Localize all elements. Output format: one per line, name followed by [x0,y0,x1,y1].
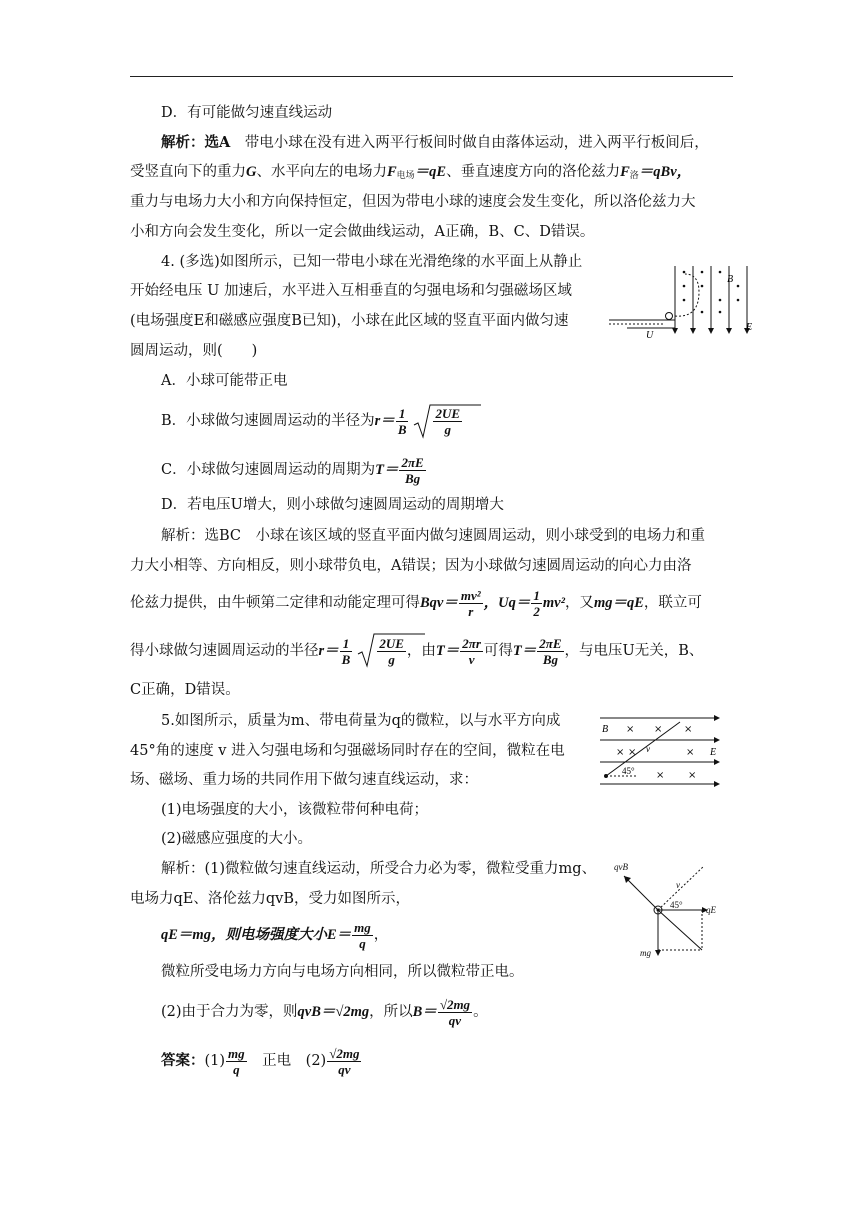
label-angle: 45° [670,900,683,910]
label-v: v [646,744,650,754]
ball [666,313,673,320]
force-qvB [624,876,658,910]
header-rule [130,76,733,77]
particle-center [657,909,660,912]
solution-q4-line2: 力大小相等、方向相反，则小球带负电，A错误；因为小球做匀速圆周运动的向心力由洛 [130,558,692,574]
arrow-head [714,781,720,787]
solution-q3-line2: 受竖直向下的重力G、水平向左的电场力$F_{电场}=qE$、垂直速度方向的洛伦兹力$F_洛=qBv$， [130,164,692,181]
question5-line2: 45°角的速度 v 进入匀强电场和匀强磁场同时存在的空间，微粒在电 [130,743,565,759]
label-U: U [646,330,654,341]
solution-q5-line3: qE＝mg，则电场强度大小E＝ $\frac{mg}{q}$ ， [161,919,389,951]
question4-line4: 圆周运动，则( ) [130,343,258,359]
label-E: E [710,747,717,758]
figure-force-diagram [614,858,726,958]
question5-line3: 场、磁场、重力场的共同作用下做匀速直线运动，求： [130,772,478,788]
option-c-q4: C．小球做匀速圆周运动的周期为T＝ $\frac{2\pi E}{Bg}$ [161,454,424,486]
solution-q5-line5: (2)由于合力为零，则qvB＝√2mg，所以B＝ $\frac{√2mg}{qv}$ 。 [161,996,488,1028]
svg-text:×: × [688,770,697,781]
option-a-q4: A．小球可能带正电 [161,373,288,389]
svg-text:×: × [656,770,665,781]
field-dot [683,299,686,302]
arrow-head [714,759,720,765]
arrow-head [655,950,661,956]
field-dot [701,311,704,314]
label-v: v [676,880,680,890]
label-E: E [746,322,753,333]
figure-q4 [605,262,755,342]
arrow-head [714,737,720,743]
solution-q3-line3: 重力与电场力大小和方向保持恒定，但因为带电小球的速度会发生变化，所以洛伦兹力大 [130,194,696,210]
arrow-head [672,328,678,334]
field-dot [701,271,704,274]
question5-part2: (2)磁感应强度的大小。 [161,831,313,847]
arrow-head [726,328,732,334]
field-dot [683,285,686,288]
diagonal [658,910,702,950]
question4-line3: (电场强度E和磁感应强度B已知)，小球在此区域的竖直平面内做匀速 [130,313,569,329]
field-dot [737,285,740,288]
label-B: B [602,724,609,735]
question5-line1: 5.如图所示，质量为m、带电荷量为q的微粒，以与水平方向成 [161,713,561,729]
option-b-q4: B．小球做匀速圆周运动的半径为r＝ $\frac{1}{B}$ $\frac{2UE}{g}$ [161,403,463,439]
label-qvB: qvB [614,862,628,872]
question5-part1: (1)电场强度的大小，该微粒带何种电荷； [161,802,429,818]
figure-q5 [598,710,722,792]
solution-q4-line1: 解析：选BC 小球在该区域的竖直平面内做匀速圆周运动，则小球受到的电场力和重 [161,528,706,544]
svg-text:×: × [616,747,625,758]
option-d-q4: D．若电压U增大，则小球做匀速圆周运动的周期增大 [161,497,504,513]
field-dot [701,285,704,288]
svg-text:×: × [628,747,637,758]
label-B: B [727,274,734,285]
arrow-head [714,715,720,721]
field-dot [719,299,722,302]
solution-q5-line2: 电场力qE、洛伦兹力qvB，受力如图所示， [130,891,410,907]
svg-text:×: × [626,724,635,735]
field-dot [719,311,722,314]
svg-text:×: × [686,747,695,758]
svg-text:×: × [684,724,693,735]
solution-q4-line3: 伦兹力提供，由牛顿第二定律和动能定理可得Bqv＝ $\frac{\text{mv²}}{r}$ ，Uq＝ $\frac{1}{2}$ mv²，又mg＝qE，联立可 [130,587,702,619]
solution-q5-line1: 解析：(1)微粒做匀速直线运动，所受合力必为零，微粒受重力mg、 [161,861,597,877]
label-qE: qE [706,905,716,915]
question4-line2: 开始经电压 U 加速后，水平进入互相垂直的匀强电场和匀强磁场区域 [130,283,572,299]
answer-line: 答案：(1) $\frac{mg}{q}$ 正电 (2) $\frac{√2mg}{qv}$ [161,1045,360,1077]
particle [604,774,608,778]
solution-q3-line4: 小和方向会发生变化，所以一定会做曲线运动，A正确，B、C、D错误。 [130,224,595,240]
solution-q3-line1: 解析：选A 带电小球在没有进入两平行板间时做自由落体运动，进入两平行板间后， [161,134,709,151]
option-d-q3: D．有可能做匀速直线运动 [161,105,333,121]
arrow-head [690,328,696,334]
solution-q4-line5: C正确，D错误。 [130,682,240,698]
arrow-head [708,328,714,334]
field-dot [737,299,740,302]
svg-text:×: × [654,724,663,735]
label-angle: 45° [622,766,635,776]
question4-line1: 4. (多选)如图所示，已知一带电小球在光滑绝缘的水平面上从静止 [161,254,583,270]
solution-q4-line4: 得小球做匀速圆周运动的半径r＝ $\frac{1}{B}$ $\frac{2UE}{g}$ ，由T＝ $\frac{2\pi r}{v}$ 可得T＝ $\frac{2\pi E}{Bg}$ ，与电压U无关，B、 [130,635,704,667]
field-dot [719,271,722,274]
field-dot [683,271,686,274]
label-mg: mg [640,948,651,958]
path-arc [675,274,699,316]
solution-q5-line4: 微粒所受电场力方向与电场方向相同，所以微粒带正电。 [161,964,524,980]
